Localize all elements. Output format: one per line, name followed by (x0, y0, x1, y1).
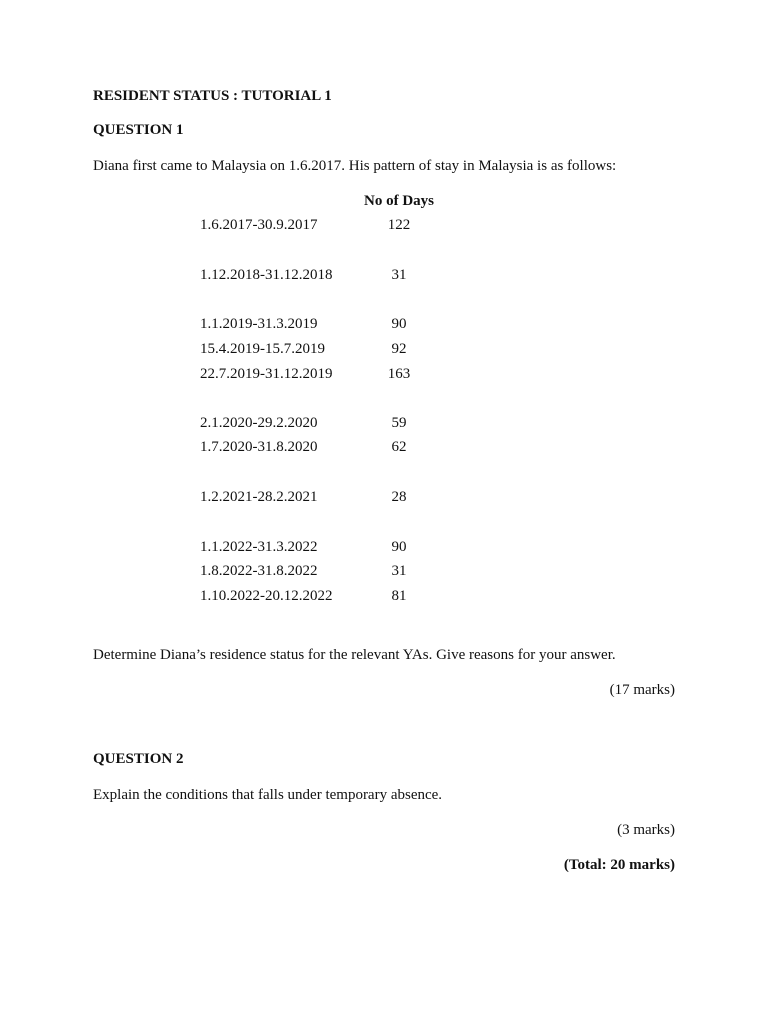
question-1-marks: (17 marks) (609, 682, 675, 698)
period-cell: 1.1.2022-31.3.2022 (200, 539, 318, 555)
period-cell: 15.4.2019-15.7.2019 (200, 341, 325, 357)
days-cell: 59 (391, 415, 407, 431)
days-cell: 90 (391, 539, 407, 555)
period-cell: 1.8.2022-31.8.2022 (200, 563, 318, 579)
document-title: RESIDENT STATUS : TUTORIAL 1 (93, 88, 332, 104)
days-cell: 81 (391, 588, 407, 604)
period-cell: 1.7.2020-31.8.2020 (200, 439, 318, 455)
days-cell: 28 (391, 489, 407, 505)
question-1-task: Determine Diana’s residence status for the relevant YAs. Give reasons for your answer. (93, 647, 616, 663)
period-cell: 2.1.2020-29.2.2020 (200, 415, 318, 431)
days-cell: 31 (391, 563, 407, 579)
question-1-heading: QUESTION 1 (93, 122, 184, 138)
period-cell: 1.10.2022-20.12.2022 (200, 588, 333, 604)
days-column-header: No of Days (364, 193, 434, 209)
days-cell: 122 (387, 217, 411, 233)
period-cell: 1.2.2021-28.2.2021 (200, 489, 318, 505)
days-cell: 92 (391, 341, 407, 357)
days-cell: 62 (391, 439, 407, 455)
period-cell: 1.6.2017-30.9.2017 (200, 217, 318, 233)
question-1-intro: Diana first came to Malaysia on 1.6.2017. His pattern of stay in Malaysia is as follows: (93, 158, 617, 174)
period-cell: 1.12.2018-31.12.2018 (200, 267, 333, 283)
question-2-marks: (3 marks) (617, 822, 675, 838)
days-cell: 31 (391, 267, 407, 283)
days-cell: 90 (391, 316, 407, 332)
period-cell: 22.7.2019-31.12.2019 (200, 366, 333, 382)
period-cell: 1.1.2019-31.3.2019 (200, 316, 318, 332)
question-2-text: Explain the conditions that falls under temporary absence. (93, 787, 443, 803)
question-2-heading: QUESTION 2 (93, 751, 184, 767)
total-marks: (Total: 20 marks) (563, 857, 675, 873)
days-cell: 163 (387, 366, 411, 382)
